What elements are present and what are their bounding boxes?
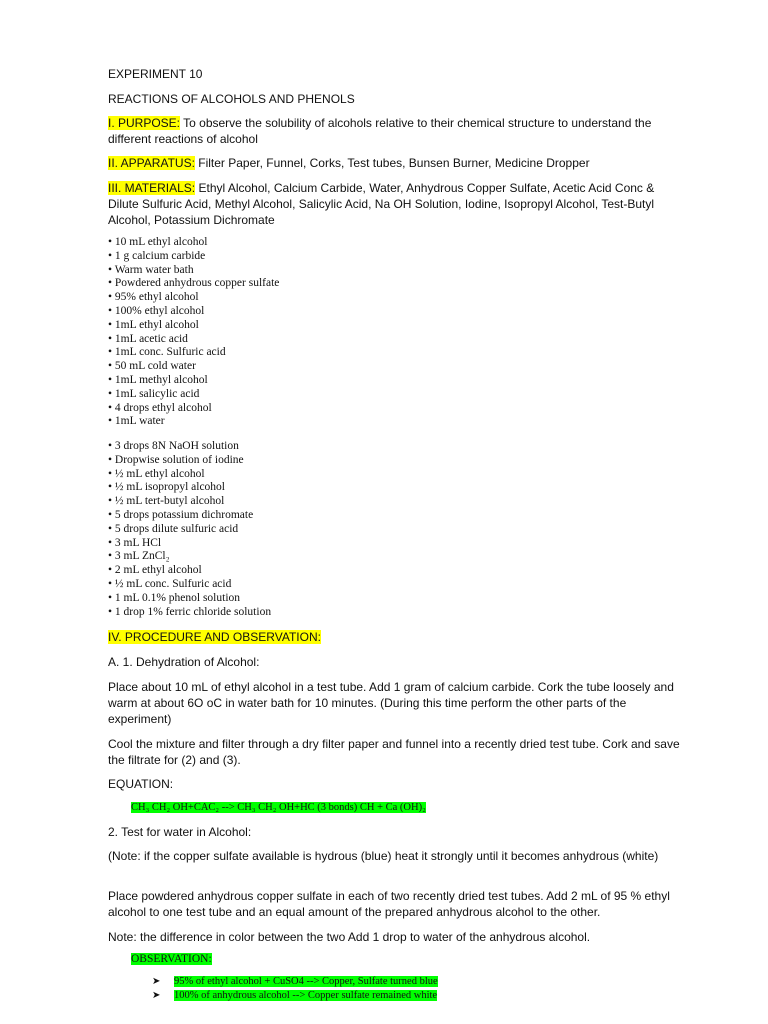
procedure-heading: IV. PROCEDURE AND OBSERVATION: xyxy=(108,630,321,644)
arrow-bullet-icon: ➤ xyxy=(152,976,161,987)
observation-row xyxy=(131,952,212,966)
list-item: • 95% ethyl alcohol xyxy=(108,291,199,304)
list-item: • 1mL conc. Sulfuric acid xyxy=(108,346,226,359)
list-item: • ½ mL tert-butyl alcohol xyxy=(108,495,225,508)
observation-list xyxy=(152,975,438,1003)
list-item: • ½ mL conc. Sulfuric acid xyxy=(108,577,232,590)
list-item: • 2 mL ethyl alcohol xyxy=(108,564,202,577)
experiment-subtitle: REACTIONS OF ALCOHOLS AND PHENOLS xyxy=(108,92,355,106)
procedure-paragraph-2: Cool the mixture and filter through a dry filter paper and funnel into a recently dried test tube. Cork and save the filtrate for (2) and (3). xyxy=(108,737,680,767)
list-item: • Dropwise solution of iodine xyxy=(108,453,244,466)
list-item: • 1mL methyl alcohol xyxy=(108,373,208,386)
note-2: Note: the difference in color between the two Add 1 drop to water of the anhydrous alcohol. xyxy=(108,930,591,944)
materials-section xyxy=(108,180,683,228)
materials-list-2 xyxy=(108,440,271,619)
list-item: • 4 drops ethyl alcohol xyxy=(108,401,212,414)
list-item: • 10 mL ethyl alcohol xyxy=(108,236,208,248)
list-item: • 3 mL HCl xyxy=(108,536,162,549)
list-item: • 1 g calcium carbide xyxy=(108,249,206,262)
list-item: • Powdered anhydrous copper sulfate xyxy=(108,277,280,290)
equation-label: EQUATION: xyxy=(108,777,174,791)
list-item xyxy=(152,975,438,989)
purpose-section xyxy=(108,115,683,147)
observation-label: OBSERVATION: xyxy=(131,953,212,965)
list-item: • ½ mL ethyl alcohol xyxy=(108,467,205,480)
apparatus-section xyxy=(108,155,683,171)
list-item: • 1 mL 0.1% phenol solution xyxy=(108,591,241,604)
list-item: • 100% ethyl alcohol xyxy=(108,304,205,317)
purpose-text: To observe the solubility of alcohols relative to their chemical structure to understand the different reactions of alcohol xyxy=(108,116,652,146)
materials-list-1 xyxy=(108,236,279,429)
list-item: • 5 drops potassium dichromate xyxy=(108,508,254,521)
list-item: • 1mL acetic acid xyxy=(108,332,188,345)
materials-label: III. MATERIALS: xyxy=(108,181,196,195)
list-item: • 1mL salicylic acid xyxy=(108,387,200,400)
equation: CH₃ CH₂ OH+CAC₂ --> CH₃ CH₂ OH+HC (3 bonds) CH + Ca (OH)₂ xyxy=(131,802,426,813)
list-item: • 1mL ethyl alcohol xyxy=(108,318,199,331)
section-a1-heading: A. 1. Dehydration of Alcohol: xyxy=(108,655,260,669)
purpose-label: I. PURPOSE: xyxy=(108,116,181,130)
apparatus-text: Filter Paper, Funnel, Corks, Test tubes, Bunsen Burner, Medicine Dropper xyxy=(194,156,590,170)
list-item: • 3 drops 8N NaOH solution xyxy=(108,440,239,452)
procedure-heading-row xyxy=(108,629,683,645)
observation-text: 95% of ethyl alcohol + CuSO4 --> Copper, Sulfate turned blue xyxy=(174,976,438,987)
section-2-heading: 2. Test for water in Alcohol: xyxy=(108,825,252,839)
arrow-bullet-icon: ➤ xyxy=(152,990,161,1001)
list-item: • 1mL water xyxy=(108,415,165,428)
list-item: • 3 mL ZnCl₂ xyxy=(108,550,170,563)
equation-row xyxy=(131,801,426,815)
procedure-paragraph-1: Place about 10 mL of ethyl alcohol in a test tube. Add 1 gram of calcium carbide. Cork the tube loosely and warm at about 6O oC in water bath for 10 minutes. (During this time perform the other parts of the experiment) xyxy=(108,680,674,726)
note-1: (Note: if the copper sulfate available is hydrous (blue) heat it strongly until it becomes anhydrous (white) xyxy=(108,849,659,863)
procedure-paragraph-3: Place powdered anhydrous copper sulfate in each of two recently dried test tubes. Add 2 mL of 95 % ethyl alcohol to one test tube and an equal amount of the prepared anhydrous alcohol to the other. xyxy=(108,889,670,919)
list-item: • ½ mL isopropyl alcohol xyxy=(108,481,225,494)
apparatus-label: II. APPARATUS: xyxy=(108,156,195,170)
observation-text: 100% of anhydrous alcohol --> Copper sulfate remained white xyxy=(174,990,438,1001)
list-item xyxy=(152,989,438,1003)
list-item: • Warm water bath xyxy=(108,263,194,276)
experiment-title: EXPERIMENT 10 xyxy=(108,67,203,81)
list-item: • 50 mL cold water xyxy=(108,360,196,373)
list-item: • 1 drop 1% ferric chloride solution xyxy=(108,605,272,618)
materials-text: Ethyl Alcohol, Calcium Carbide, Water, Anhydrous Copper Sulfate, Acetic Acid Conc & Dilute Sulfuric Acid, Methyl Alcohol, Salicylic Acid, Na OH Solution, Iodine, Isopropyl Alcohol, Test-Butyl Alcohol, Potassium Dichromate xyxy=(108,181,655,227)
list-item: • 5 drops dilute sulfuric acid xyxy=(108,522,239,535)
